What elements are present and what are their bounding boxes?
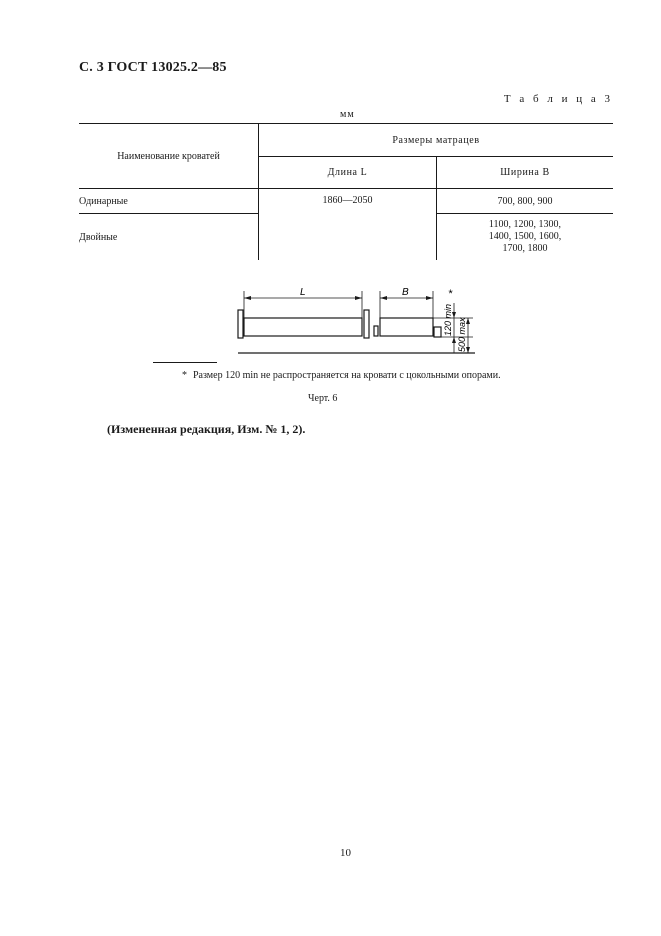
row-double-width-line: 1400, 1500, 1600, bbox=[488, 231, 562, 242]
footnote bbox=[182, 370, 501, 381]
length-label: L bbox=[300, 287, 306, 298]
length-arrow-left bbox=[244, 296, 251, 300]
height-min-label: 120 min bbox=[443, 303, 453, 336]
row-single-name: Одинарные bbox=[79, 189, 259, 214]
footnote-marker: * bbox=[182, 370, 187, 381]
footboard-right bbox=[364, 310, 369, 338]
footnote-rule bbox=[153, 362, 217, 363]
width-arrow-right bbox=[426, 296, 433, 300]
row-double-width bbox=[437, 214, 614, 261]
row-double-name: Двойные bbox=[79, 231, 118, 243]
header-bed-name: Наименование кроватей bbox=[79, 124, 259, 189]
width-label: B bbox=[402, 287, 409, 298]
height-asterisk: * bbox=[448, 288, 453, 300]
table-unit: мм bbox=[340, 109, 355, 120]
row-double-width-line: 1700, 1800 bbox=[502, 243, 548, 254]
header-width-label: Ширина B bbox=[500, 167, 550, 178]
row-length-value: 1860—2050 bbox=[259, 189, 437, 261]
mattress-size-table bbox=[79, 123, 613, 260]
height-min-arrow-bottom bbox=[452, 337, 456, 343]
table-label: Т а б л и ц а 3 bbox=[503, 93, 613, 105]
side-leg bbox=[374, 326, 378, 336]
side-support bbox=[434, 327, 441, 337]
headboard-left bbox=[238, 310, 243, 338]
header-mattress-sizes: Размеры матрацев bbox=[259, 124, 614, 157]
figure-caption: Черт. 6 bbox=[308, 393, 338, 404]
header-width bbox=[437, 157, 614, 189]
mattress-width bbox=[380, 318, 433, 336]
bed-dimension-drawing bbox=[230, 283, 480, 359]
footnote-text: Размер 120 min не распространяется на кровати с цокольными опорами. bbox=[193, 370, 501, 381]
row-double-width-line: 1100, 1200, 1300, bbox=[488, 219, 562, 230]
row-single-width: 700, 800, 900 bbox=[437, 189, 614, 214]
length-arrow-right bbox=[355, 296, 362, 300]
edition-note: (Измененная редакция, Изм. № 1, 2). bbox=[107, 422, 306, 436]
width-arrow-left bbox=[380, 296, 387, 300]
mattress-length bbox=[244, 318, 362, 336]
header-length bbox=[259, 157, 437, 189]
document-header: С. 3 ГОСТ 13025.2—85 bbox=[79, 60, 227, 75]
height-max-label: 500 max bbox=[457, 317, 467, 352]
page-number: 10 bbox=[340, 847, 351, 859]
header-length-label: Длина L bbox=[327, 167, 368, 178]
